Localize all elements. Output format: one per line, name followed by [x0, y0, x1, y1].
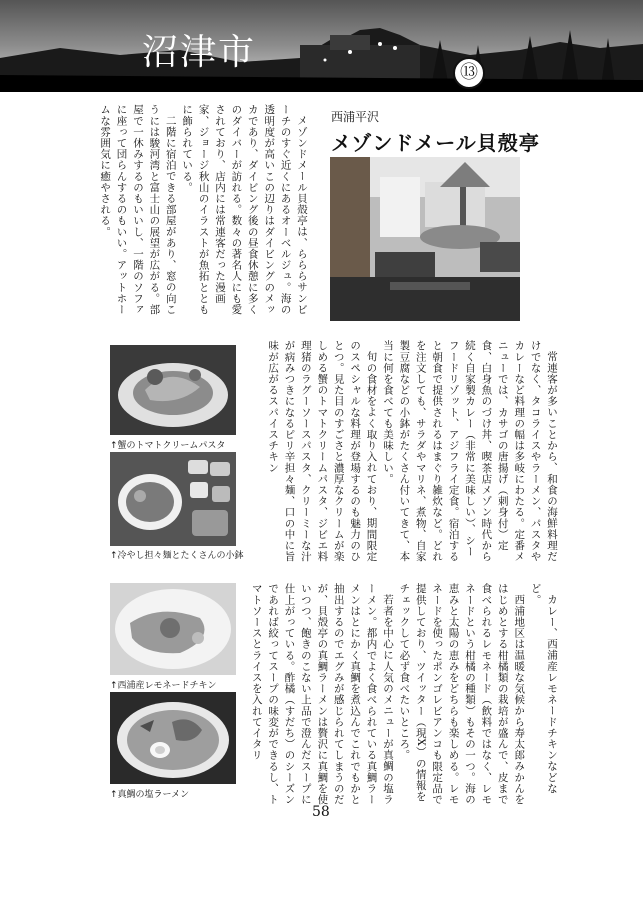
paragraph: カレー、西浦産レモネードチキンなどなど。 [529, 583, 558, 794]
paragraph: 西浦地区は温暖な気候から寿太郎みかんをはじめとする柑橘類の栽培が盛んで、皮まで食べられるレモネード（飲料ではなく、レモネードという柑橘の種類）もその一つ。海の恵みと太陽の恵みをどちらも楽しめる。レモネードを使ったポンゴレビアンコも限定品で提供しており、ツイッター（現X）の情報をチェックして必ず食べたいところ。 [398, 583, 526, 805]
lemonade-ramen-text [250, 583, 560, 808]
paragraph: 旬の食材をよく取り入れており、期間限定のスペシャルな料理が登場するのも魅力のひとつ。見た目のすごさと濃厚なクリームが楽しめる蟹のトマトクリームパスタ、ジビエ料理猪のラグーソースパスタ、クリーミーな汁が病みつきになるピリ辛担々麺、口の中に旨味が広がるスパイスチキン [267, 340, 378, 562]
caption-crab-pasta: ↑蟹のトマトクリームパスタ [110, 441, 226, 451]
shop-name: メゾンドメール貝殻亭 [331, 131, 540, 155]
interior-photo [330, 157, 520, 321]
paragraph: 若者を中心に人気のメニューが真鯛の塩ラーメン。都内でよく食べられている真鯛ラーメンはとにかく真鯛を煮込んでこれでもかと抽出するのでエグみが感じられてしまうのだが、貝殻亭の真鯛ラーメンは贅沢に真鯛を使いつつ、飽きのこない上品で澄んだスープに仕上がっている。酢橘（すだち）のシーズンであれば絞ってスープの味変ができるし、トマトソースとライスを入れてイタリ [250, 583, 394, 805]
crab-pasta-photo [110, 345, 236, 435]
ramen-photo [110, 692, 236, 784]
paragraph: メゾンドメール貝殻亭は、らららサンビーチのすぐ近くにあるオーベルジュ。海の透明度が高いこの辺りはダイビングのメッカであり、ダイビング後の昼食休憩に多くのダイバーが訪れる。数々の著名人にも愛されており、店内には常連客だった漫画家、ジョージ秋山のイラストが魚拓とともに飾られている。 [181, 104, 308, 315]
intro-text [99, 104, 310, 324]
chapter-number: ⑬ [453, 57, 485, 89]
area-name: 西浦平沢 [331, 110, 380, 124]
caption-tantan: ↑冷やし担々麺とたくさんの小鉢 [110, 551, 244, 561]
paragraph: 常連客が多いことから、和食の海鮮料理だけでなく、タコライスやラーメン、パスタやカレーなど料理の幅は多岐にわたる。定番メニューでは、カサゴの唐揚げ（刺身付）定食、白身魚のづけ丼、喫茶店メゾン時代から続く自家製カレー（非常に美味しい）、シーフードリゾット、アジフライ定食。宿泊すると朝食で提供されるはまぐり雑炊など。どれを注文しても、サラダやマリネ、煮物、自家製豆腐などの小鉢がたくさん付いてきて、本当に何を食べても美味しい。 [381, 340, 558, 562]
tantan-photo [110, 452, 236, 546]
caption-ramen: ↑真鯛の塩ラーメン [110, 790, 190, 800]
header-banner [0, 0, 643, 92]
lemonade-chicken-photo [110, 583, 236, 675]
caption-lemonade-chicken: ↑西浦産レモネードチキン [110, 681, 217, 691]
page-number: 58 [312, 804, 330, 820]
paragraph: 二階に宿泊できる部屋があり、窓の向こうには駿河湾と富士山の展望が広がる。部屋で一休みするのもいいし、一階のソファに座って団らんするのもいい。アットホームな雰囲気に癒やされる。 [99, 104, 177, 315]
skyline-photo [0, 0, 643, 92]
menu-text [244, 340, 560, 565]
city-title: 沼津市 [142, 32, 257, 73]
